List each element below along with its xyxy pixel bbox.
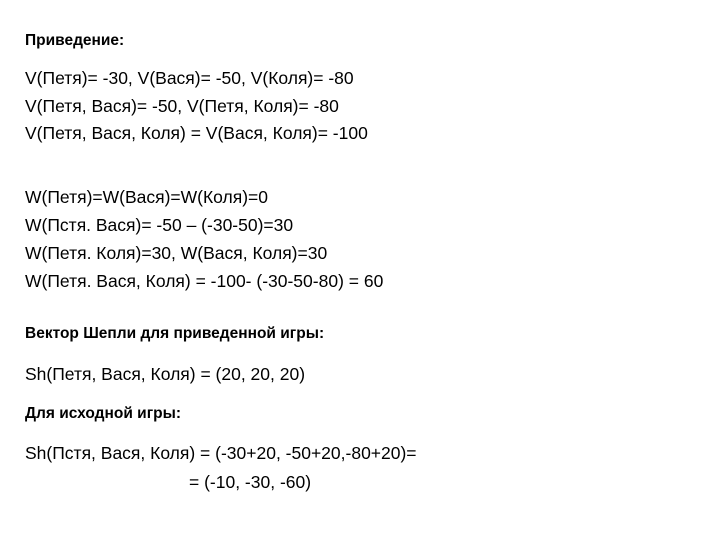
original-game-shapley-line-1: Sh(Пстя, Вася, Коля) = (-30+20, -50+20,-80+20)=	[25, 443, 417, 463]
w-values-line-4: W(Петя. Вася, Коля) = -100- (-30-50-80) = 60	[25, 271, 384, 291]
reduction-heading: Приведение:	[25, 32, 125, 49]
v-values-line-3: V(Петя, Вася, Коля) = V(Вася, Коля)= -100	[25, 123, 368, 143]
reduced-game-heading: Вектор Шепли для приведенной игры:	[25, 325, 325, 342]
v-values-line-2: V(Петя, Вася)= -50, V(Петя, Коля)= -80	[25, 96, 339, 116]
original-game-shapley-line-2: = (-10, -30, -60)	[189, 472, 312, 492]
original-game-heading: Для исходной игры:	[25, 405, 182, 422]
w-values-line-2: W(Пстя. Вася)= -50 – (-30-50)=30	[25, 215, 294, 235]
w-values-line-3: W(Петя. Коля)=30, W(Вася, Коля)=30	[25, 243, 328, 263]
v-values-line-1: V(Петя)= -30, V(Вася)= -50, V(Коля)= -80	[25, 68, 354, 88]
w-values-line-1: W(Петя)=W(Вася)=W(Коля)=0	[25, 187, 268, 207]
reduced-game-shapley-line: Sh(Петя, Вася, Коля) = (20, 20, 20)	[25, 364, 306, 384]
